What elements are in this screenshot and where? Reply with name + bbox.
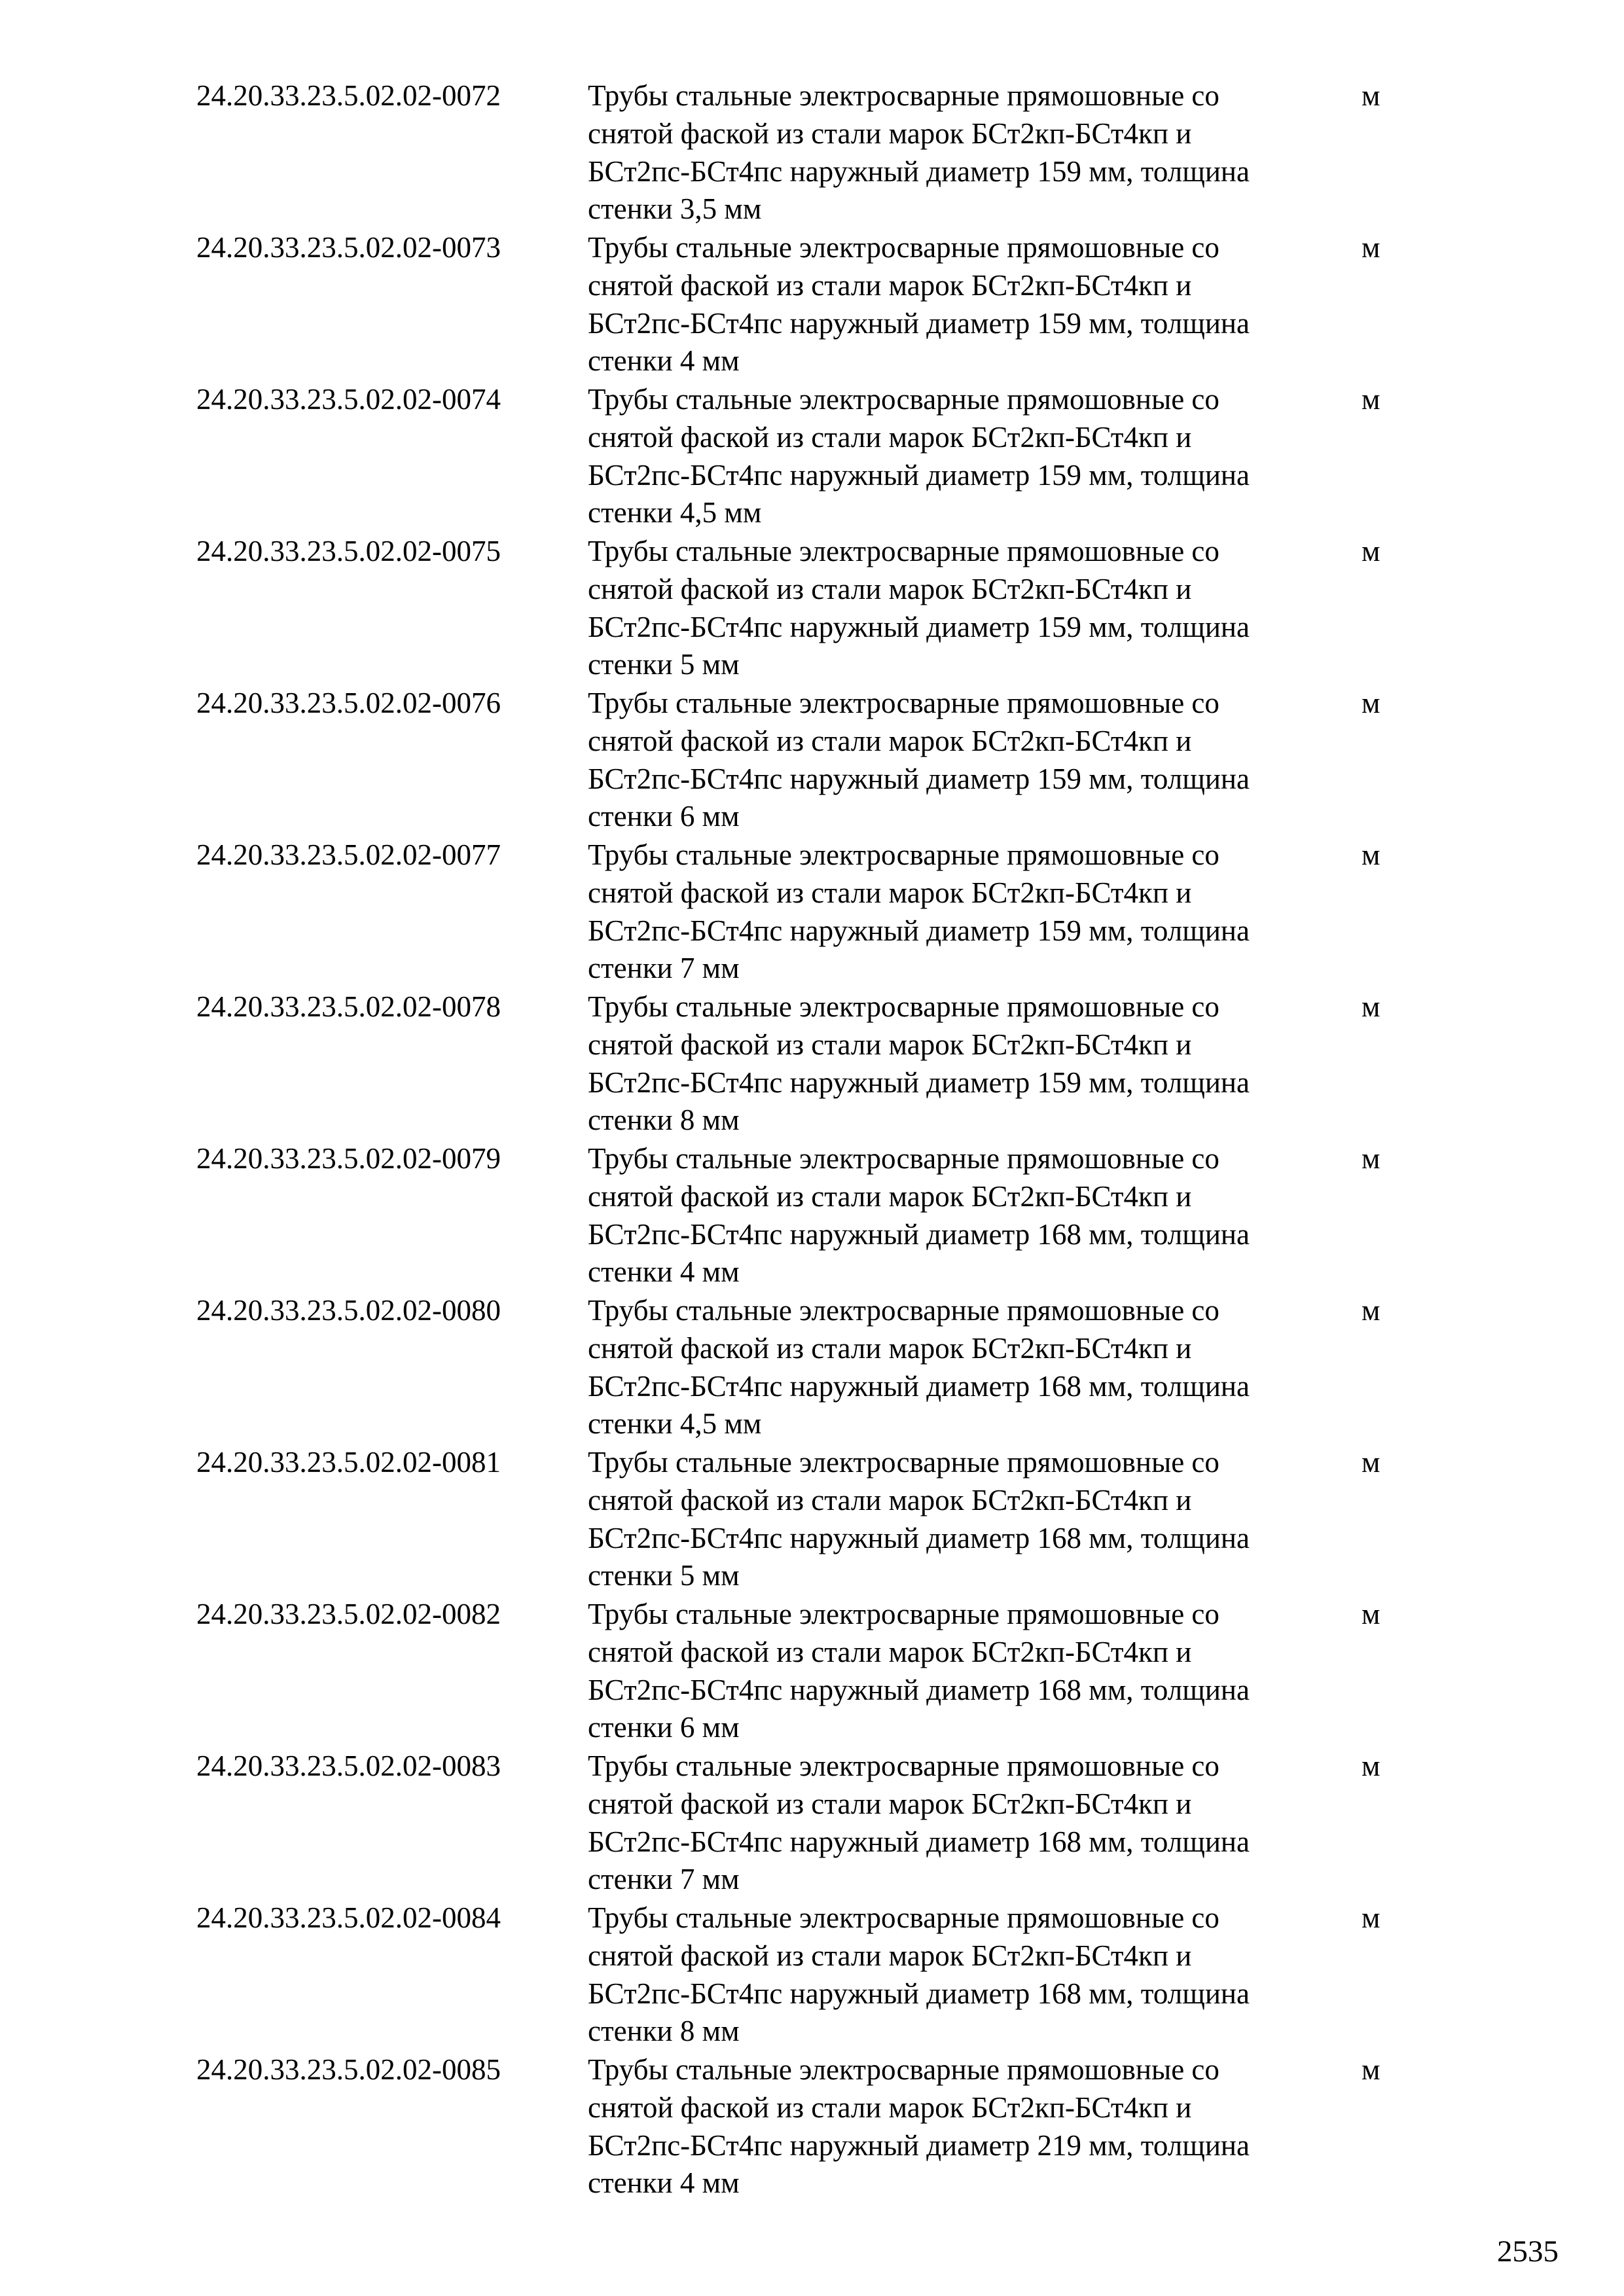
entry-unit: м xyxy=(1362,79,1380,112)
entry-description xyxy=(588,1899,1362,2051)
description-line: стенки 4 мм xyxy=(588,344,740,378)
entry-unit: м xyxy=(1362,1294,1380,1327)
description-line: Трубы стальные электросварные прямошовные со xyxy=(588,1446,1219,1479)
entry-description xyxy=(588,1140,1362,1292)
description-line: стенки 8 мм xyxy=(588,1103,740,1137)
description-line: БСт2пс-БСт4пс наружный диаметр 159 мм, толщина xyxy=(588,1066,1250,1099)
entry-description xyxy=(588,77,1362,229)
description-line: БСт2пс-БСт4пс наружный диаметр 168 мм, толщина xyxy=(588,1521,1250,1554)
description-line: стенки 7 мм xyxy=(588,1863,740,1896)
entry-code: 24.20.33.23.5.02.02-0078 xyxy=(196,990,501,1023)
entry-unit: м xyxy=(1362,231,1380,264)
description-line: Трубы стальные электросварные прямошовные со xyxy=(588,383,1219,416)
entry-code: 24.20.33.23.5.02.02-0072 xyxy=(196,79,501,112)
description-line: снятой фаской из стали марок БСт2кп-БСт4кп и xyxy=(588,1483,1192,1516)
description-line: Трубы стальные электросварные прямошовные со xyxy=(588,1142,1219,1175)
entry-unit: м xyxy=(1362,535,1380,567)
entry-description xyxy=(588,381,1362,533)
description-line: Трубы стальные электросварные прямошовные со xyxy=(588,1901,1219,1934)
entry-row xyxy=(196,1899,1440,2051)
entry-unit: м xyxy=(1362,687,1380,719)
entry-code: 24.20.33.23.5.02.02-0079 xyxy=(196,1142,501,1175)
entry-code: 24.20.33.23.5.02.02-0076 xyxy=(196,687,501,719)
entry-row xyxy=(196,77,1440,229)
entry-description xyxy=(588,685,1362,836)
description-line: снятой фаской из стали марок БСт2кп-БСт4кп и xyxy=(588,1028,1192,1061)
description-line: стенки 5 мм xyxy=(588,648,740,681)
description-line: Трубы стальные электросварные прямошовные со xyxy=(588,990,1219,1023)
entry-code: 24.20.33.23.5.02.02-0085 xyxy=(196,2053,501,2086)
description-line: стенки 4,5 мм xyxy=(588,1407,762,1441)
entry-row xyxy=(196,381,1440,533)
entry-list xyxy=(196,77,1440,2203)
entry-code: 24.20.33.23.5.02.02-0080 xyxy=(196,1294,501,1327)
description-line: Трубы стальные электросварные прямошовные со xyxy=(588,1749,1219,1782)
description-line: стенки 6 мм xyxy=(588,1711,740,1744)
entry-unit: м xyxy=(1362,2053,1380,2086)
description-line: снятой фаской из стали марок БСт2кп-БСт4кп и xyxy=(588,268,1192,302)
description-line: БСт2пс-БСт4пс наружный диаметр 168 мм, толщина xyxy=(588,1673,1250,1706)
entry-row xyxy=(196,1596,1440,1748)
description-line: снятой фаской из стали марок БСт2кп-БСт4кп и xyxy=(588,1787,1192,1820)
entry-unit: м xyxy=(1362,1142,1380,1175)
description-line: Трубы стальные электросварные прямошовные со xyxy=(588,687,1219,719)
description-line: снятой фаской из стали марок БСт2кп-БСт4кп и xyxy=(588,1331,1192,1365)
description-line: стенки 4 мм xyxy=(588,2166,740,2200)
entry-row xyxy=(196,1748,1440,1899)
entry-code: 24.20.33.23.5.02.02-0074 xyxy=(196,383,501,416)
entry-row xyxy=(196,1444,1440,1596)
description-line: снятой фаской из стали марок БСт2кп-БСт4кп и xyxy=(588,420,1192,454)
description-line: снятой фаской из стали марок БСт2кп-БСт4кп и xyxy=(588,2090,1192,2124)
description-line: БСт2пс-БСт4пс наружный диаметр 168 мм, толщина xyxy=(588,1217,1250,1251)
description-line: БСт2пс-БСт4пс наружный диаметр 168 мм, толщина xyxy=(588,1369,1250,1403)
description-line: БСт2пс-БСт4пс наружный диаметр 159 мм, толщина xyxy=(588,914,1250,947)
description-line: БСт2пс-БСт4пс наружный диаметр 168 мм, толщина xyxy=(588,1825,1250,1858)
description-line: БСт2пс-БСт4пс наружный диаметр 159 мм, толщина xyxy=(588,458,1250,492)
entry-row xyxy=(196,2051,1440,2203)
entry-code: 24.20.33.23.5.02.02-0075 xyxy=(196,535,501,567)
entry-description xyxy=(588,836,1362,988)
entry-unit: м xyxy=(1362,1901,1380,1934)
description-line: стенки 5 мм xyxy=(588,1559,740,1592)
description-line: БСт2пс-БСт4пс наружный диаметр 219 мм, толщина xyxy=(588,2128,1250,2162)
description-line: БСт2пс-БСт4пс наружный диаметр 159 мм, толщина xyxy=(588,154,1250,188)
entry-description xyxy=(588,1748,1362,1899)
entry-row xyxy=(196,229,1440,381)
entry-code: 24.20.33.23.5.02.02-0084 xyxy=(196,1901,501,1934)
description-line: Трубы стальные электросварные прямошовные со xyxy=(588,79,1219,112)
description-line: Трубы стальные электросварные прямошовные со xyxy=(588,1294,1219,1327)
entry-row xyxy=(196,533,1440,685)
entry-description xyxy=(588,1292,1362,1444)
entry-description xyxy=(588,2051,1362,2203)
description-line: снятой фаской из стали марок БСт2кп-БСт4кп и xyxy=(588,572,1192,605)
description-line: Трубы стальные электросварные прямошовные со xyxy=(588,838,1219,871)
entry-description xyxy=(588,1596,1362,1748)
description-line: снятой фаской из стали марок БСт2кп-БСт4кп и xyxy=(588,1179,1192,1213)
description-line: Трубы стальные электросварные прямошовные со xyxy=(588,2053,1219,2086)
description-line: снятой фаской из стали марок БСт2кп-БСт4кп и xyxy=(588,876,1192,909)
description-line: снятой фаской из стали марок БСт2кп-БСт4кп и xyxy=(588,1939,1192,1972)
description-line: снятой фаской из стали марок БСт2кп-БСт4кп и xyxy=(588,1635,1192,1668)
description-line: стенки 8 мм xyxy=(588,2015,740,2048)
entry-unit: м xyxy=(1362,1598,1380,1630)
page-number: 2535 xyxy=(1497,2234,1559,2269)
description-line: стенки 4,5 мм xyxy=(588,496,762,529)
entry-unit: м xyxy=(1362,1446,1380,1479)
description-line: стенки 4 мм xyxy=(588,1255,740,1289)
description-line: снятой фаской из стали марок БСт2кп-БСт4кп и xyxy=(588,724,1192,757)
entry-unit: м xyxy=(1362,1749,1380,1782)
entry-row xyxy=(196,836,1440,988)
entry-description xyxy=(588,988,1362,1140)
description-line: стенки 3,5 мм xyxy=(588,192,762,226)
entry-description xyxy=(588,533,1362,685)
entry-row xyxy=(196,988,1440,1140)
description-line: снятой фаской из стали марок БСт2кп-БСт4кп и xyxy=(588,117,1192,150)
entry-row xyxy=(196,1292,1440,1444)
description-line: БСт2пс-БСт4пс наружный диаметр 168 мм, толщина xyxy=(588,1977,1250,2010)
description-line: стенки 7 мм xyxy=(588,952,740,985)
entry-unit: м xyxy=(1362,990,1380,1023)
entry-code: 24.20.33.23.5.02.02-0083 xyxy=(196,1749,501,1782)
entry-code: 24.20.33.23.5.02.02-0081 xyxy=(196,1446,501,1479)
entry-code: 24.20.33.23.5.02.02-0077 xyxy=(196,838,501,871)
entry-description xyxy=(588,1444,1362,1596)
entry-row xyxy=(196,685,1440,836)
description-line: Трубы стальные электросварные прямошовные со xyxy=(588,1598,1219,1630)
entry-code: 24.20.33.23.5.02.02-0082 xyxy=(196,1598,501,1630)
description-line: БСт2пс-БСт4пс наружный диаметр 159 мм, толщина xyxy=(588,306,1250,340)
entry-row xyxy=(196,1140,1440,1292)
description-line: стенки 6 мм xyxy=(588,800,740,833)
entry-code: 24.20.33.23.5.02.02-0073 xyxy=(196,231,501,264)
entry-unit: м xyxy=(1362,383,1380,416)
description-line: БСт2пс-БСт4пс наружный диаметр 159 мм, толщина xyxy=(588,610,1250,643)
description-line: Трубы стальные электросварные прямошовные со xyxy=(588,535,1219,567)
entry-description xyxy=(588,229,1362,381)
description-line: БСт2пс-БСт4пс наружный диаметр 159 мм, толщина xyxy=(588,762,1250,795)
entry-unit: м xyxy=(1362,838,1380,871)
description-line: Трубы стальные электросварные прямошовные со xyxy=(588,231,1219,264)
